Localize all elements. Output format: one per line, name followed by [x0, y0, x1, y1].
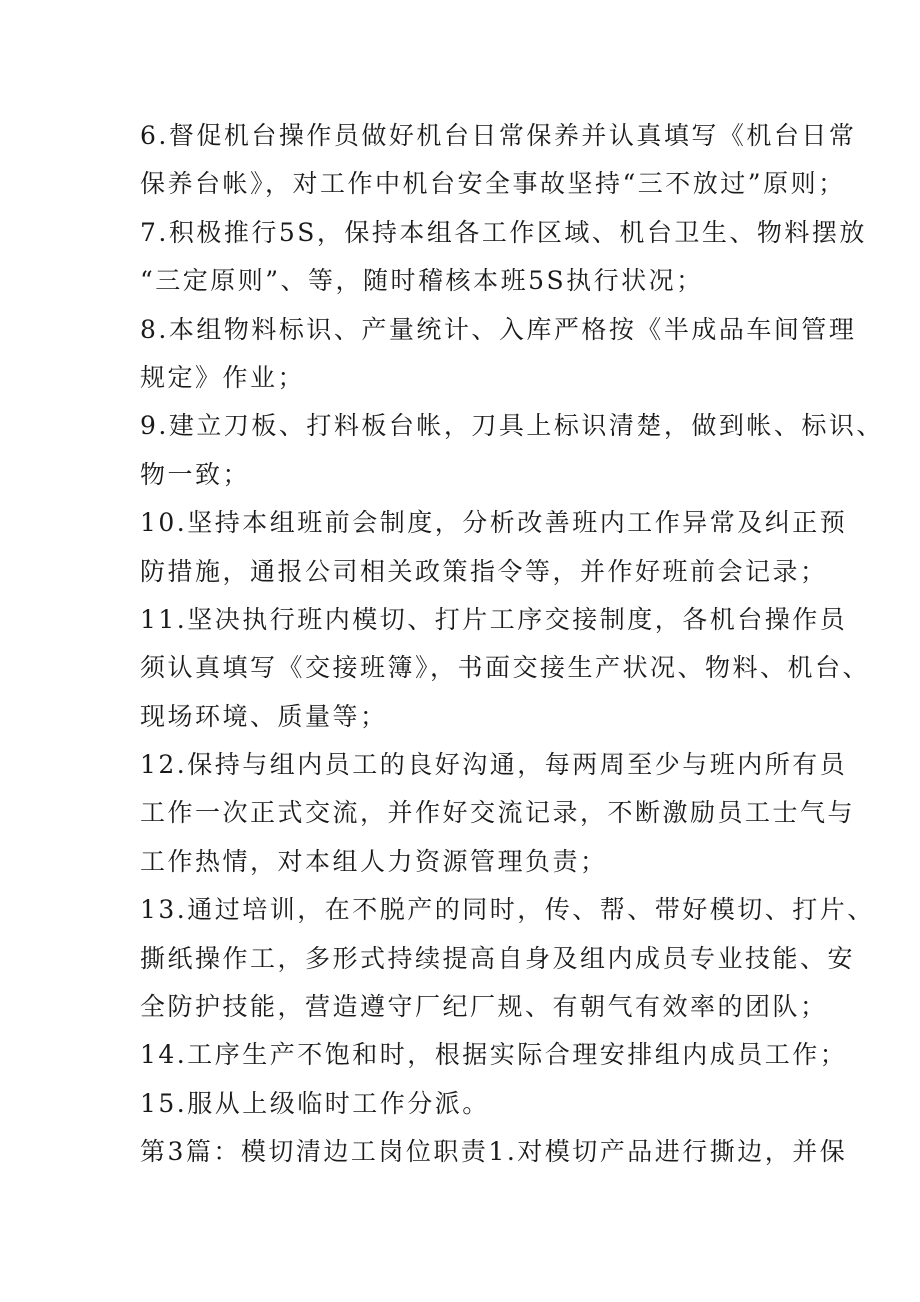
- text-line: 工作热情，对本组人力资源管理负责；: [140, 846, 608, 876]
- text-line: 11.坚决执行班内模切、打片工序交接制度，各机台操作员: [140, 604, 848, 634]
- text-line: 工作一次正式交流，并作好交流记录，不断激励员工士气与: [140, 798, 856, 828]
- text-line: 第3篇：模切清边工岗位职责1.对模切产品进行撕边，并保: [140, 1137, 848, 1167]
- text-line: 8.本组物料标识、产量统计、入库严格按《半成品车间管理: [140, 314, 857, 344]
- text-line: 防措施，通报公司相关政策指令等，并作好班前会记录；: [140, 556, 828, 586]
- text-line: 10.坚持本组班前会制度，分析改善班内工作异常及纠正预: [140, 508, 848, 538]
- text-line: “三定原则”、等，随时稽核本班5S执行状况；: [140, 266, 704, 296]
- text-line: 7.积极推行5S，保持本组各工作区域、机台卫生、物料摆放: [140, 217, 867, 247]
- text-line: 6.督促机台操作员做好机台日常保养并认真填写《机台日常: [140, 121, 857, 150]
- text-line: 15.服从上级临时工作分派。: [140, 1088, 490, 1118]
- text-line: 13.通过培训，在不脱产的同时，传、帮、带好模切、打片、: [140, 895, 875, 925]
- text-line: 保养台帐》，对工作中机台安全事故坚持“三不放过”原则；: [140, 169, 846, 199]
- text-line: 撕纸操作工，多形式持续提高自身及组内成员专业技能、安: [140, 943, 856, 973]
- text-line: 规定》作业；: [140, 362, 306, 392]
- text-line: 12.保持与组内员工的良好沟通，每两周至少与班内所有员: [140, 750, 848, 780]
- text-line: 9.建立刀板、打料板台帐，刀具上标识清楚，做到帐、标识、: [140, 411, 884, 441]
- text-line: 14.工序生产不饱和时，根据实际合理安排组内成员工作；: [140, 1040, 848, 1070]
- document-body: [140, 112, 884, 1177]
- text-line: 须认真填写《交接班簿》，书面交接生产状况、物料、机台、: [140, 653, 871, 683]
- text-line: 物一致；: [140, 459, 251, 489]
- text-line: 现场环境、质量等；: [140, 701, 388, 731]
- text-line: 全防护技能，营造遵守厂纪厂规、有朝气有效率的团队；: [140, 992, 828, 1022]
